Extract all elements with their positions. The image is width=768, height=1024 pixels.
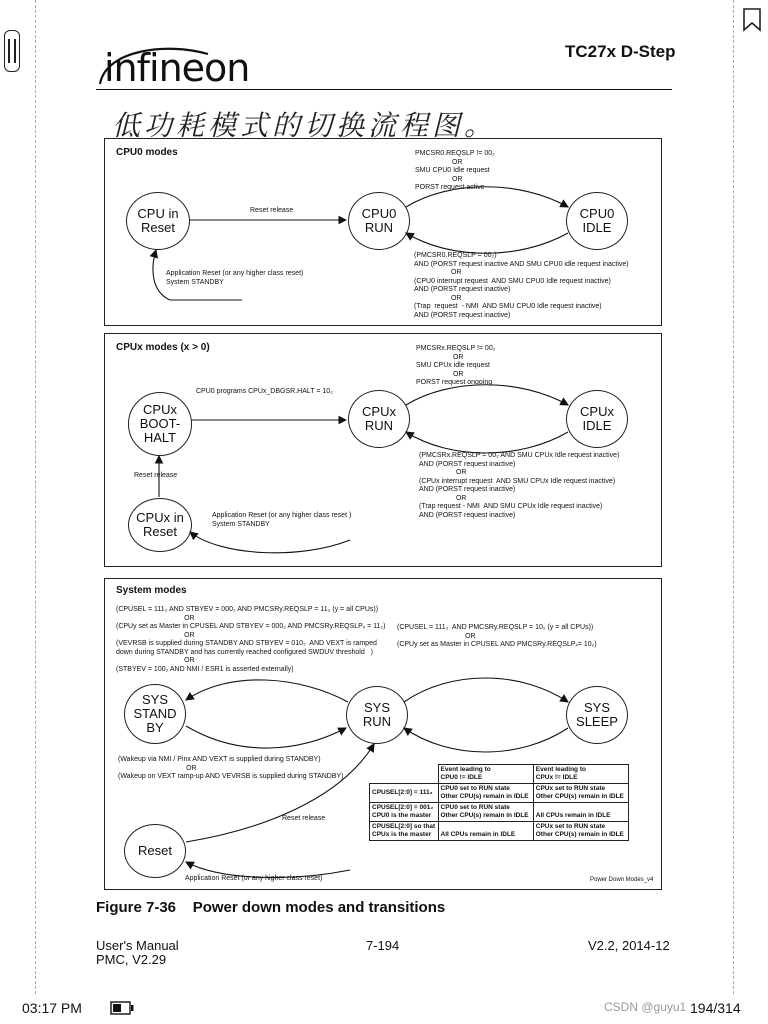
sys-reset-state: Reset [124,824,186,878]
cpux-to-idle-condition: PMCSRx.REQSLP != 00₂ OR SMU CPUx idle request OR PORST request ongoing [416,345,496,386]
cpux-debug-halt-label: CPU0 programs CPUx_DBGSR.HALT = 10₂ [196,388,333,395]
cpux-run-state: CPUx RUN [348,390,410,448]
footer-version-pmc: PMC, V2.29 [96,952,167,967]
table-cell: CPU0 set to RUN state Other CPU(s) remain in IDLE [438,803,533,822]
arrow-cpux-run-to-idle [406,385,568,405]
handwritten-note: 低功耗模式的切换流程图。 [112,109,497,142]
footer-doc-version: V2.2, 2014-12 [588,938,670,953]
infineon-logo: infineon [96,40,226,92]
arrow-sys-reset-to-run [186,744,374,842]
figure-caption: Figure 7-36 Power down modes and transitions [96,899,446,916]
system-panel-title: System modes [116,585,187,596]
sys-wakeup-condition: (Wakeup via NMI / Pinx AND VEXT is supplied during STANDBY) OR (Wakeup on VEXT ramp-up AND VEVRSB is supplied during STANDBY) [118,756,344,780]
sys-run-state: SYS RUN [346,686,408,744]
cpux-boothalt-state: CPUx BOOT- HALT [128,392,192,456]
cpux-to-run-condition: (PMCSRx.REQSLP = 00₂ AND SMU CPUx Idle request inactive) AND (PORST request inactive) OR (CPUx interrupt request AND SMU CPUx Idle request inactive) AND (PORST request inactive) OR (Trap request - NMI AND SMU CPUx Idle request inactive) AND (PORST request inactive) [419,452,620,519]
sys-to-sleep-condition: (CPUSEL = 111₂ AND PMCSRy.REQSLP = 10₂ (y = all CPUs)) OR (CPUy set as Master in CPUSEL AND PMCSRy.REQSLPₓ= 10₂) [397,624,597,648]
table-cell: CPUx set to RUN state Other CPU(s) remain in IDLE [533,822,628,841]
cpux-panel-title: CPUx modes (x > 0) [116,342,210,353]
sys-sleep-state: SYS SLEEP [566,686,628,744]
arrow-sys-standby-to-run [186,726,346,748]
cpu0-reset-release-label: Reset release [250,207,294,214]
table-cell: CPUSEL[2:0] = 111₂ [370,784,439,803]
sys-to-standby-condition: (CPUSEL = 111₂ AND STBYEV = 000₂ AND PMCSRy.REQSLP = 11₂ (y = all CPUs)) OR (CPUy set as Master in CPUSEL AND STBYEV = 000₂ AND PMCSRy.REQSLPₓ = 11₂) OR (VEVRSB is supplied during STANDBY AND STBYEV = 010₂ AND VEXT is ramped down during STANDBY and has currently reached configured SWDUV threshold ) OR (STBYEV = 100₂ AND NMI / ESR1 is asserted externally) [116,606,386,673]
battery-icon [110,1001,134,1015]
cpu0-panel-title: CPU0 modes [116,147,178,158]
cpu0-run-state: CPU0 RUN [348,192,410,250]
footer-manual: User's Manual [96,938,179,953]
arrow-cpu0-appreset [153,250,242,300]
arrow-sys-appreset [186,862,350,878]
sys-app-reset-label: Application Reset (or any higher class reset) [185,875,323,882]
table-cell: CPUSEL[2:0] = 001₂ CPU0 is the master [370,803,439,822]
cpux-reset-release-label: Reset release [134,472,178,479]
arrow-cpux-idle-to-run [406,432,568,453]
table-cell: CPUx set to RUN state Other CPU(s) remain in IDLE [533,784,628,803]
arrow-cpu0-idle-to-run [406,233,568,253]
arrow-sys-sleep-to-run [404,728,568,752]
sys-standby-state: SYS STAND BY [124,684,186,744]
cpux-idle-state: CPUx IDLE [566,390,628,448]
arrow-cpu0-run-to-idle [406,187,568,207]
cpu0-to-run-condition: (PMCSR0.REQSLP = 00₂) AND (PORST request inactive AND SMU CPU0 idle request inactive) OR (CPU0 interrupt request AND SMU CPU0 Idle request inactive) AND (PORST request inactive) OR (Trap request - NMI AND SMU CPU0 Idle request inactive) AND (PORST request inactive) [414,252,629,319]
arrow-cpux-appreset [190,532,350,553]
cpu0-idle-state: CPU0 IDLE [566,192,628,250]
arrow-sys-run-to-standby [186,680,348,702]
document-title: TC27x D-Step [565,42,676,61]
table-cell: Event leading to CPU0 != IDLE [438,765,533,784]
clock-time: 03:17 PM [22,1000,82,1016]
sys-reset-release-label: Reset release [282,815,326,822]
watermark: CSDN @guyu1 [604,1000,687,1014]
table-cell: Event leading to CPUx != IDLE [533,765,628,784]
table-cell: CPUSEL[2:0] so that CPUx is the master [370,822,439,841]
cpux-reset-state: CPUx in Reset [128,498,192,552]
footer-page-number: 7-194 [366,938,400,953]
cpux-app-reset-label: Application Reset (or any higher class reset ) System STANDBY [212,512,352,528]
cpu0-reset-state: CPU in Reset [126,192,190,250]
arrow-sys-run-to-sleep [404,678,568,702]
cpu0-app-reset-label: Application Reset (or any higher class reset) System STANDBY [166,270,304,286]
table-cell: CPU0 set to RUN state Other CPU(s) remain in IDLE [438,784,533,803]
power-down-modes-tag: Power Down Modes_v4 [590,877,654,883]
cpu0-to-idle-condition: PMCSR0.REQSLP != 00₂ OR SMU CPU0 Idle request OR PORST request active [415,150,495,191]
table-cell: All CPUs remain in IDLE [533,803,628,822]
table-cell: All CPUs remain in IDLE [438,822,533,841]
reader-page-indicator: 194/314 [690,1000,741,1016]
